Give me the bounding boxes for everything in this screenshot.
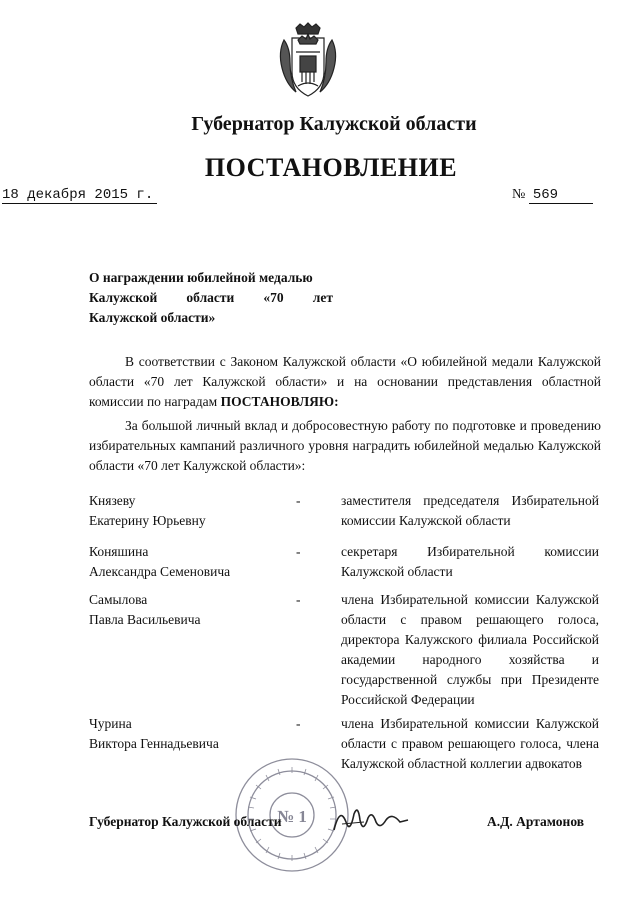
preamble-text: В соответствии с Законом Калужской области «О юбилейной медали Калужской области «70 лет Калужской области» и на основании представления областной комиссии по наградам [89, 354, 601, 409]
recipient-given-names: Екатерину Юрьевну [89, 513, 206, 528]
subject-line-1: О награждении юбилейной медалью [89, 270, 313, 285]
recipient-name [89, 714, 269, 754]
recipient-given-names: Виктора Геннадьевича [89, 736, 219, 751]
recipient-surname: Князеву [89, 493, 136, 508]
document-date: 18 декабря 2015 г. [2, 187, 157, 204]
recipient-role: секретаря Избирательной комиссии Калужской области [341, 544, 599, 579]
recipient-name [89, 590, 269, 630]
decree-keyword: ПОСТАНОВЛЯЮ: [220, 394, 339, 409]
preamble-paragraph [89, 352, 601, 412]
recipient-role: члена Избирательной комиссии Калужской области с правом решающего голоса, директора Калужского филиала Российской академии народного хозяйства и государственной службы при Президенте Российской Федерации [341, 592, 599, 707]
recipient-role: члена Избирательной комиссии Калужской области с правом решающего голоса, члена Калужской областной коллегии адвокатов [341, 716, 599, 771]
handwritten-signature [330, 800, 410, 840]
subject-line-3: Калужской области» [89, 310, 216, 325]
number-prefix: № [512, 187, 526, 202]
subject-line-2: Калужской области «70 лет [89, 290, 333, 305]
issuing-authority: Губернатор Калужской области [191, 113, 477, 135]
recipient-surname: Самылова [89, 592, 148, 607]
recipient-given-names: Павла Васильевича [89, 612, 201, 627]
document-number [512, 187, 593, 204]
recipient-surname: Чурина [89, 716, 132, 731]
recipient-name [89, 542, 269, 582]
recipient-role: заместителя председателя Избирательной комиссии Калужской области [341, 493, 599, 528]
signatory-name: А.Д. Артамонов [487, 814, 585, 829]
document-subject [89, 268, 333, 328]
award-paragraph: За большой личный вклад и добросовестную работу по подготовке и проведению избирательных кампаний различного уровня наградить юбилейной медалью Калужской области «70 лет Калужской области»: [89, 418, 601, 473]
signatory-title: Губернатор Калужской области [89, 814, 282, 829]
separator-dash: - [296, 544, 301, 559]
recipient-surname: Коняшина [89, 544, 149, 559]
document-type-title: ПОСТАНОВЛЕНИЕ [204, 153, 458, 182]
seal-number: № 1 [277, 807, 307, 826]
separator-dash: - [296, 716, 301, 731]
coat-of-arms-emblem [276, 22, 340, 102]
separator-dash: - [296, 493, 301, 508]
recipient-name [89, 491, 269, 531]
recipient-given-names: Александра Семеновича [89, 564, 231, 579]
separator-dash: - [296, 592, 301, 607]
number-value: 569 [529, 187, 593, 204]
